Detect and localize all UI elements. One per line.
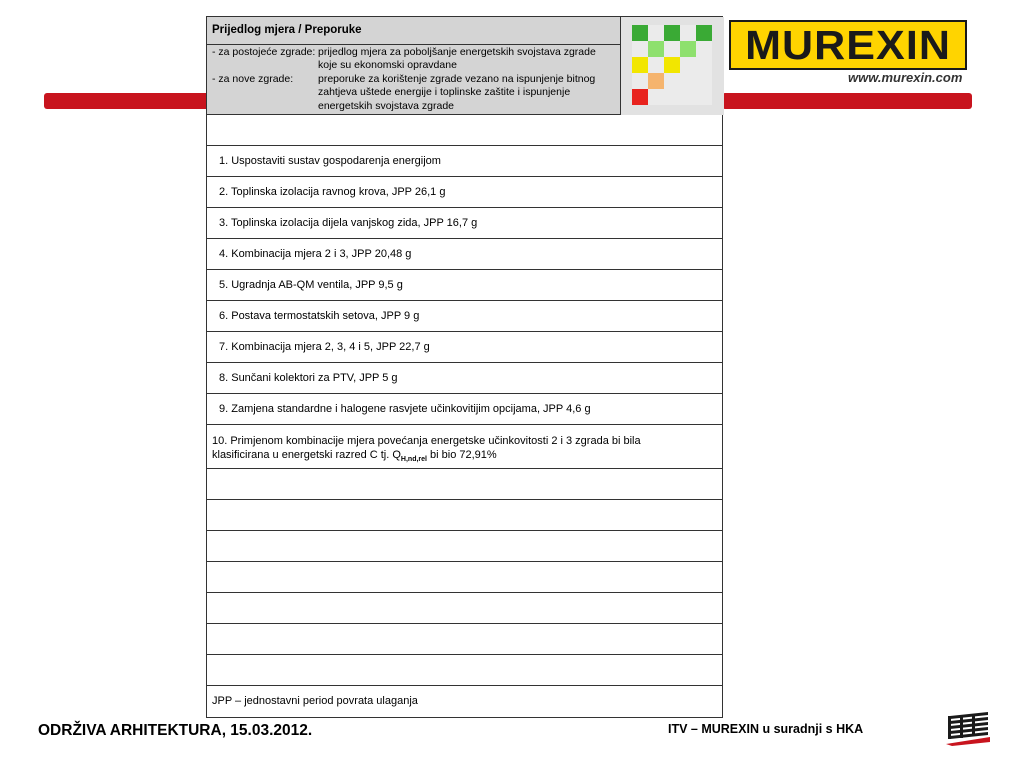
measure-1: 1. Uspostaviti sustav gospodarenja energijom bbox=[219, 155, 441, 167]
doc-header bbox=[207, 17, 722, 115]
desc-existing-label: - za postojeće zgrade: bbox=[212, 46, 316, 58]
table-row bbox=[207, 208, 722, 239]
desc-new-text: preporuke za korištenje zgrade vezano na ispunjenje bitnog zahtjeva uštede energije i toplinske zaštite i ispunjenje energetskih svojstava zgrade bbox=[318, 72, 596, 112]
footnote: JPP – jednostavni period povrata ulaganja bbox=[212, 695, 418, 707]
table-row bbox=[207, 239, 722, 270]
desc-existing-text: prijedlog mjera za poboljšanje energetskih svojstava zgrade koje su ekonomski opravdane bbox=[318, 46, 596, 72]
red-banner-right bbox=[722, 93, 972, 109]
measure-9: 9. Zamjena standardne i halogene rasvjete učinkovitijim opcijama, JPP 4,6 g bbox=[219, 403, 591, 415]
table-row bbox=[207, 363, 722, 394]
scale-square bbox=[664, 57, 680, 73]
hka-stripes bbox=[948, 712, 988, 739]
scale-square bbox=[632, 89, 648, 105]
footer-partner: ITV – MUREXIN u suradnji s HKA bbox=[668, 722, 864, 736]
energy-class-scale-icon bbox=[621, 17, 724, 115]
table-row bbox=[207, 332, 722, 363]
table-row bbox=[207, 177, 722, 208]
measure-8: 8. Sunčani kolektori za PTV, JPP 5 g bbox=[219, 372, 398, 384]
scale-grid bbox=[632, 25, 712, 105]
table-row-empty bbox=[207, 500, 722, 531]
scale-square bbox=[632, 57, 648, 73]
measure-10-subscript: H,nd,rel bbox=[400, 456, 427, 464]
scale-square bbox=[680, 41, 696, 57]
desc-new-label: - za nove zgrade: bbox=[212, 72, 294, 85]
table-row-empty bbox=[207, 624, 722, 655]
measures-table bbox=[207, 115, 722, 716]
table-row bbox=[207, 146, 722, 177]
table-row bbox=[207, 270, 722, 301]
desc-new bbox=[212, 73, 620, 113]
measure-5: 5. Ugradnja AB-QM ventila, JPP 9,5 g bbox=[219, 279, 403, 291]
table-row-empty bbox=[207, 655, 722, 686]
table-row bbox=[207, 301, 722, 332]
scale-square bbox=[664, 25, 680, 41]
table-row-empty bbox=[207, 562, 722, 593]
footer-title-date: ODRŽIVA ARHITEKTURA, 15.03.2012. bbox=[38, 722, 313, 739]
measure-6: 6. Postava termostatskih setova, JPP 9 g bbox=[219, 310, 420, 322]
header-description bbox=[207, 45, 621, 115]
measure-10-line2-prefix: klasificirana u energetski razred C tj. Q bbox=[212, 449, 401, 461]
scale-square bbox=[648, 41, 664, 57]
table-row bbox=[207, 425, 722, 469]
desc-existing bbox=[212, 46, 620, 73]
energy-certificate-page bbox=[206, 16, 723, 718]
table-row-footnote bbox=[207, 686, 722, 716]
logo-url: www.murexin.com bbox=[848, 70, 963, 85]
scale-square bbox=[648, 73, 664, 89]
measure-10-line1: 10. Primjenom kombinacije mjera povećanja energetske učinkovitosti 2 i 3 zgrada bi bila bbox=[212, 435, 641, 447]
table-row bbox=[207, 394, 722, 425]
murexin-logo bbox=[729, 20, 967, 70]
hka-logo-icon bbox=[944, 712, 992, 746]
measure-10-line2-suffix: bi bio 72,91% bbox=[426, 449, 497, 461]
red-banner-left bbox=[44, 93, 210, 109]
logo-text: MUREXIN bbox=[745, 21, 951, 68]
measure-2: 2. Toplinska izolacija ravnog krova, JPP 26,1 g bbox=[219, 186, 446, 198]
scale-square bbox=[696, 25, 712, 41]
header-title: Prijedlog mjera / Preporuke bbox=[207, 17, 621, 45]
measure-7: 7. Kombinacija mjera 2, 3, 4 i 5, JPP 22,7 g bbox=[219, 341, 430, 353]
table-row-empty bbox=[207, 469, 722, 500]
scale-square bbox=[632, 25, 648, 41]
measure-4: 4. Kombinacija mjera 2 i 3, JPP 20,48 g bbox=[219, 248, 412, 260]
table-row-empty bbox=[207, 593, 722, 624]
measure-3: 3. Toplinska izolacija dijela vanjskog zida, JPP 16,7 g bbox=[219, 217, 478, 229]
table-row-empty bbox=[207, 531, 722, 562]
table-row-empty bbox=[207, 115, 722, 146]
